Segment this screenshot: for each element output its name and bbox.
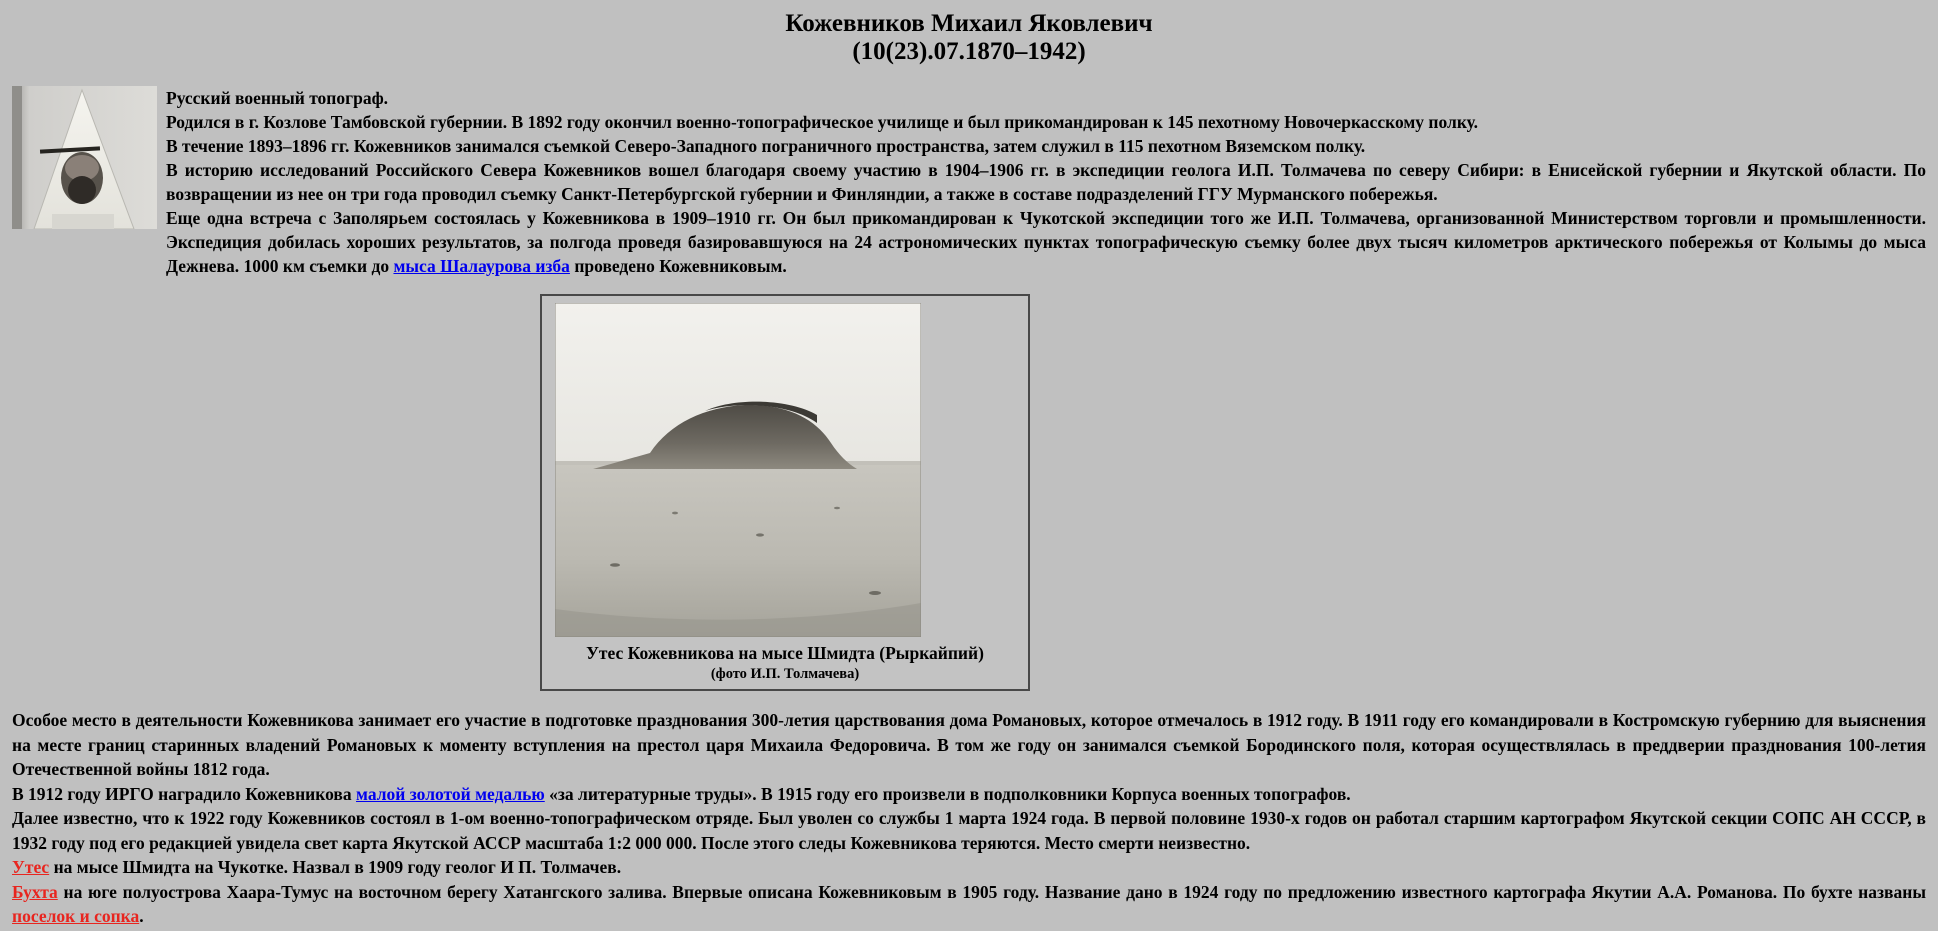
history-paragraph (12, 855, 1926, 880)
inline-link[interactable]: мыса Шалаурова изба (393, 256, 570, 276)
bio-paragraph (166, 158, 1926, 206)
bio-paragraph (166, 86, 1926, 110)
inline-link[interactable]: Бухта (12, 881, 58, 902)
portrait-photo-image (12, 86, 157, 229)
text-segment: Далее известно, что к 1922 году Кожевников состоял в 1-ом военно-топографическом отряде. Был уволен со службы 1 марта 1924 года. В первой половине 1930-х годов он работал старшим картографом Якутской секции СОПС АН СССР, в 1932 году под его редакцией увидела свет карта Якутской АССР масштаба 1:2 000 000. После этого следы Кожевникова теряются. Место смерти неизвестно. (12, 808, 1926, 853)
figure-caption-credit: (фото И.П. Толмачева) (710, 666, 860, 682)
portrait-photo (12, 86, 157, 229)
text-segment: В историю исследований Российского Севера Кожевников вошел благодаря своему участию в 1904–1906 гг. в экспедиции геолога И.П. Толмачева по северу Сибири: в Енисейской губернии и Якутской области. По возвращении из нее он три года проводил съемку Санкт-Петербургской губернии и Финляндии, а также в составе подразделений ГГУ Мурманского побережья. (166, 160, 1926, 204)
text-segment: Еще одна встреча с Заполярьем состоялась у Кожевникова в 1909–1910 гг. Он был прикомандирован к Чукотской экспедиции того же И.П. Толмачева, организованной Министерством торговли и промышленности. Экспедиция добилась хороших результатов, за полгода проведя базировавшуюся на 24 астрономических пунктах топографическую съемку более двух тысяч километров арктического побережья от Колымы до мыса Дежнева. 1000 км съемки до (166, 208, 1926, 276)
page-title-name: Кожевников Михаил Яковлевич (785, 10, 1153, 37)
text-segment: В течение 1893–1896 гг. Кожевников занимался съемкой Северо-Западного пограничного пространства, затем служил в 115 пехотном Вяземском полку. (166, 136, 1366, 156)
text-segment: Особое место в деятельности Кожевникова занимает его участие в подготовке празднования 300-летия царствования дома Романовых, которое отмечалось в 1912 году. В 1911 году его командировали в Костромскую губернию для выяснения на месте границ старинных владений Романовых к моменту вступления на престол царя Михаила Федоровича. В том же году он занимался съемкой Бородинского поля, которая осуществлялась в преддверии празднования 100-летия Отечественной войны 1812 года. (12, 710, 1926, 779)
page-title-dates: (10(23).07.1870–1942) (852, 38, 1086, 65)
text-segment: на мысе Шмидта на Чукотке. Назвал в 1909 году геолог И П. Толмачев. (49, 857, 622, 877)
text-segment: В 1912 году ИРГО наградило Кожевникова (12, 783, 357, 804)
bio-paragraph (166, 134, 1926, 158)
history-section (12, 708, 1926, 929)
biography-text (166, 86, 1926, 278)
page-title (0, 0, 1938, 66)
history-paragraph (12, 880, 1926, 929)
text-segment: Русский военный топограф. (166, 88, 389, 108)
history-paragraph (12, 782, 1926, 807)
history-paragraph (12, 708, 1926, 782)
text-segment: . (139, 906, 144, 926)
inline-link[interactable]: Утес (12, 857, 50, 877)
landscape-photo (555, 303, 921, 637)
bio-paragraph (166, 110, 1926, 134)
text-segment: на юге полуострова Хаара-Тумус на восточном берегу Хатангского залива. Впервые описана Кожевниковым в 1905 году. Название дано в 1924 году по предложению известного картографа Якутии А.А. Романова. По бухте названы (57, 881, 1926, 902)
text-segment: «за литературные труды». В 1915 году его произвели в подполковники Корпуса военных топографов. (544, 783, 1351, 804)
bio-paragraph (166, 206, 1926, 278)
text-segment: Родился в г. Козлове Тамбовской губернии. В 1892 году окончил военно-топографическое училище и был прикомандирован к 145 пехотному Новочеркасскому полку. (166, 112, 1479, 132)
biography-section (12, 86, 1926, 278)
text-segment: проведено Кожевниковым. (569, 256, 787, 276)
inline-link[interactable]: малой золотой медалью (356, 783, 545, 804)
figure-frame (540, 294, 1030, 691)
history-paragraph (12, 806, 1926, 855)
inline-link[interactable]: поселок и сопка (12, 906, 140, 926)
figure-caption: Утес Кожевникова на мысе Шмидта (Рыркайпий) (586, 643, 984, 663)
